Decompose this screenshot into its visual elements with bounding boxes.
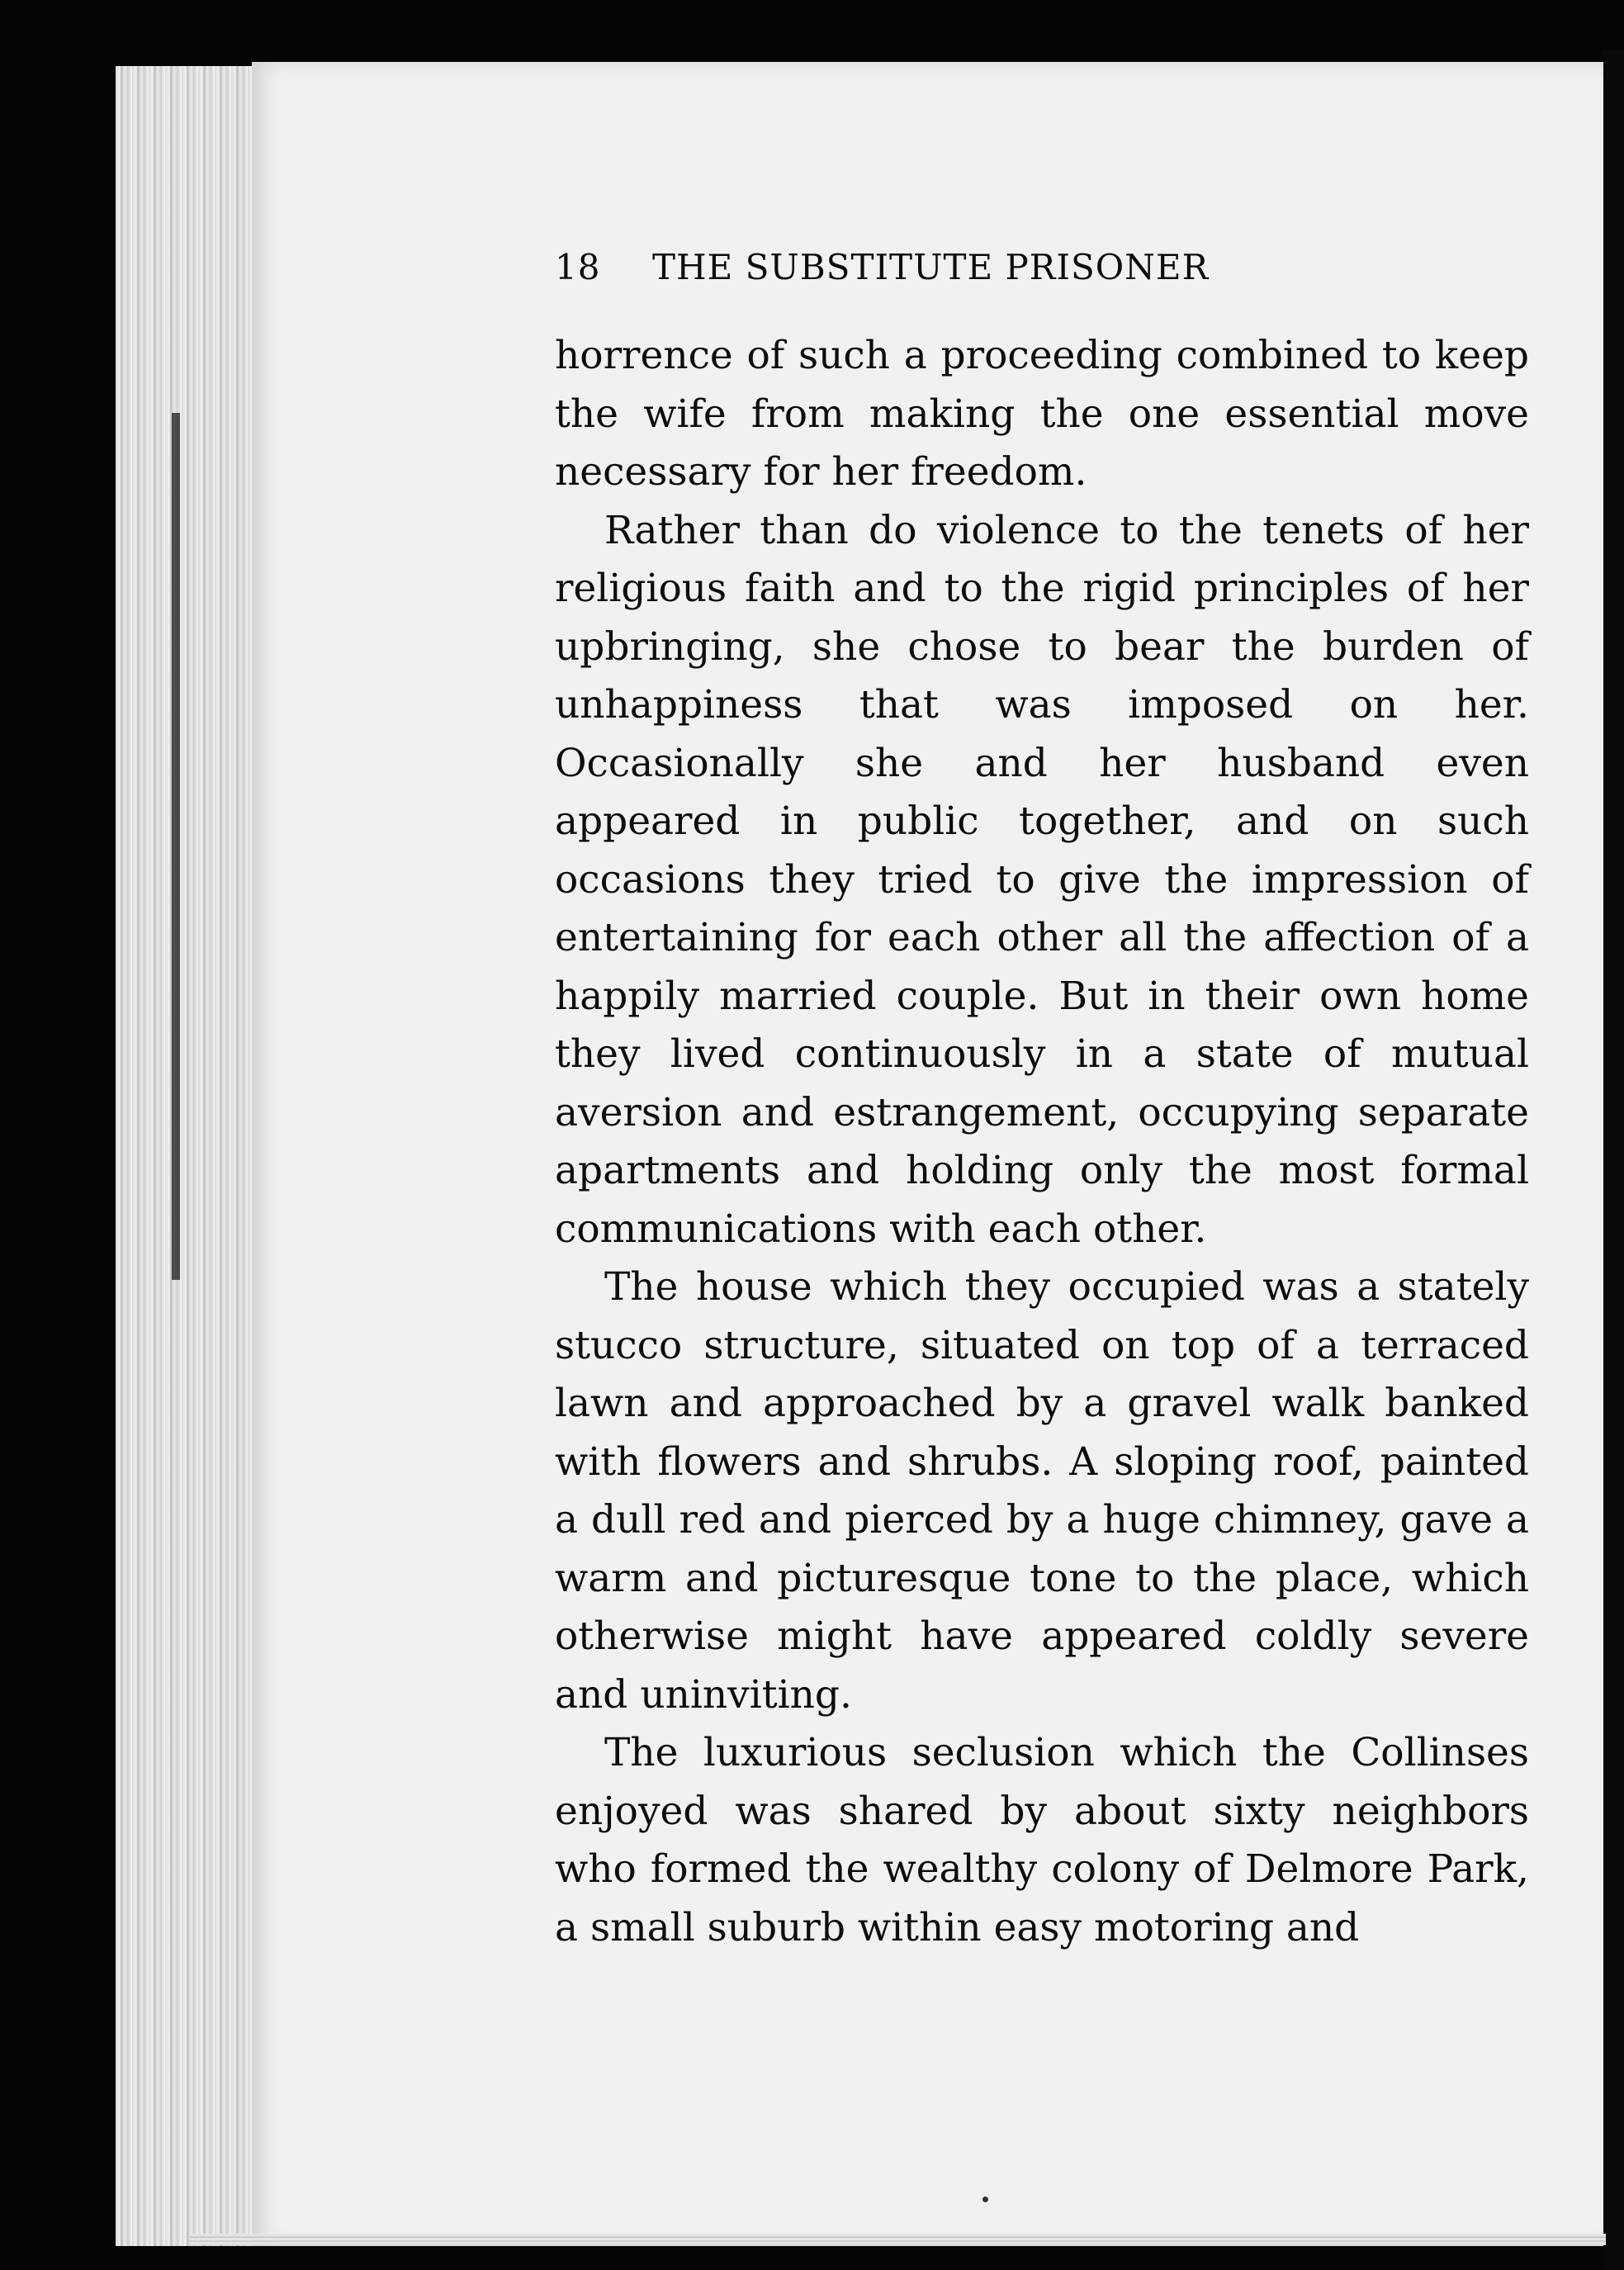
- page-right-border: [1603, 50, 1624, 2270]
- paragraph-1: horrence of such a proceeding combined to keep the wife from making the one essential move necessary for her freedom.: [555, 333, 1529, 495]
- page-speck: [982, 2197, 988, 2202]
- paragraph-3: The house which they occupied was a stately stucco structure, situated on top of a terraced lawn and approached by a gravel walk banked with flowers and shrubs. A sloping roof, painted a dull red and pierced by a huge chimney, gave a warm and picturesque tone to the place, which otherwise might have appeared coldly severe and uninviting.: [555, 1264, 1529, 1718]
- body-text: [555, 327, 1529, 1957]
- paragraph-2: Rather than do violence to the tenets of her religious faith and to the rigid principles of her upbringing, she chose to bear the burden of unhappiness that was imposed on her. Occasionally she and her husband even appeared in public together, and on such occasions they tried to give the impression of entertaining for each other all the affection of a happily married couple. But in their own home they lived continuously in a state of mutual aversion and estrangement, occupying separate apartments and holding only the most formal communications with each other.: [555, 507, 1529, 1252]
- gutter-shadow: [172, 413, 180, 1280]
- page-bottom-edges: [190, 2234, 1606, 2245]
- book-title: THE SUBSTITUTE PRISONER: [652, 247, 1210, 287]
- running-head: [555, 241, 1529, 294]
- paragraph-4: The luxurious seclusion which the Collinses enjoyed was shared by about sixty neighbors who formed the wealthy colony of Delmore Park, a small suburb within easy motoring and: [555, 1730, 1529, 1950]
- page-number: 18: [555, 247, 601, 287]
